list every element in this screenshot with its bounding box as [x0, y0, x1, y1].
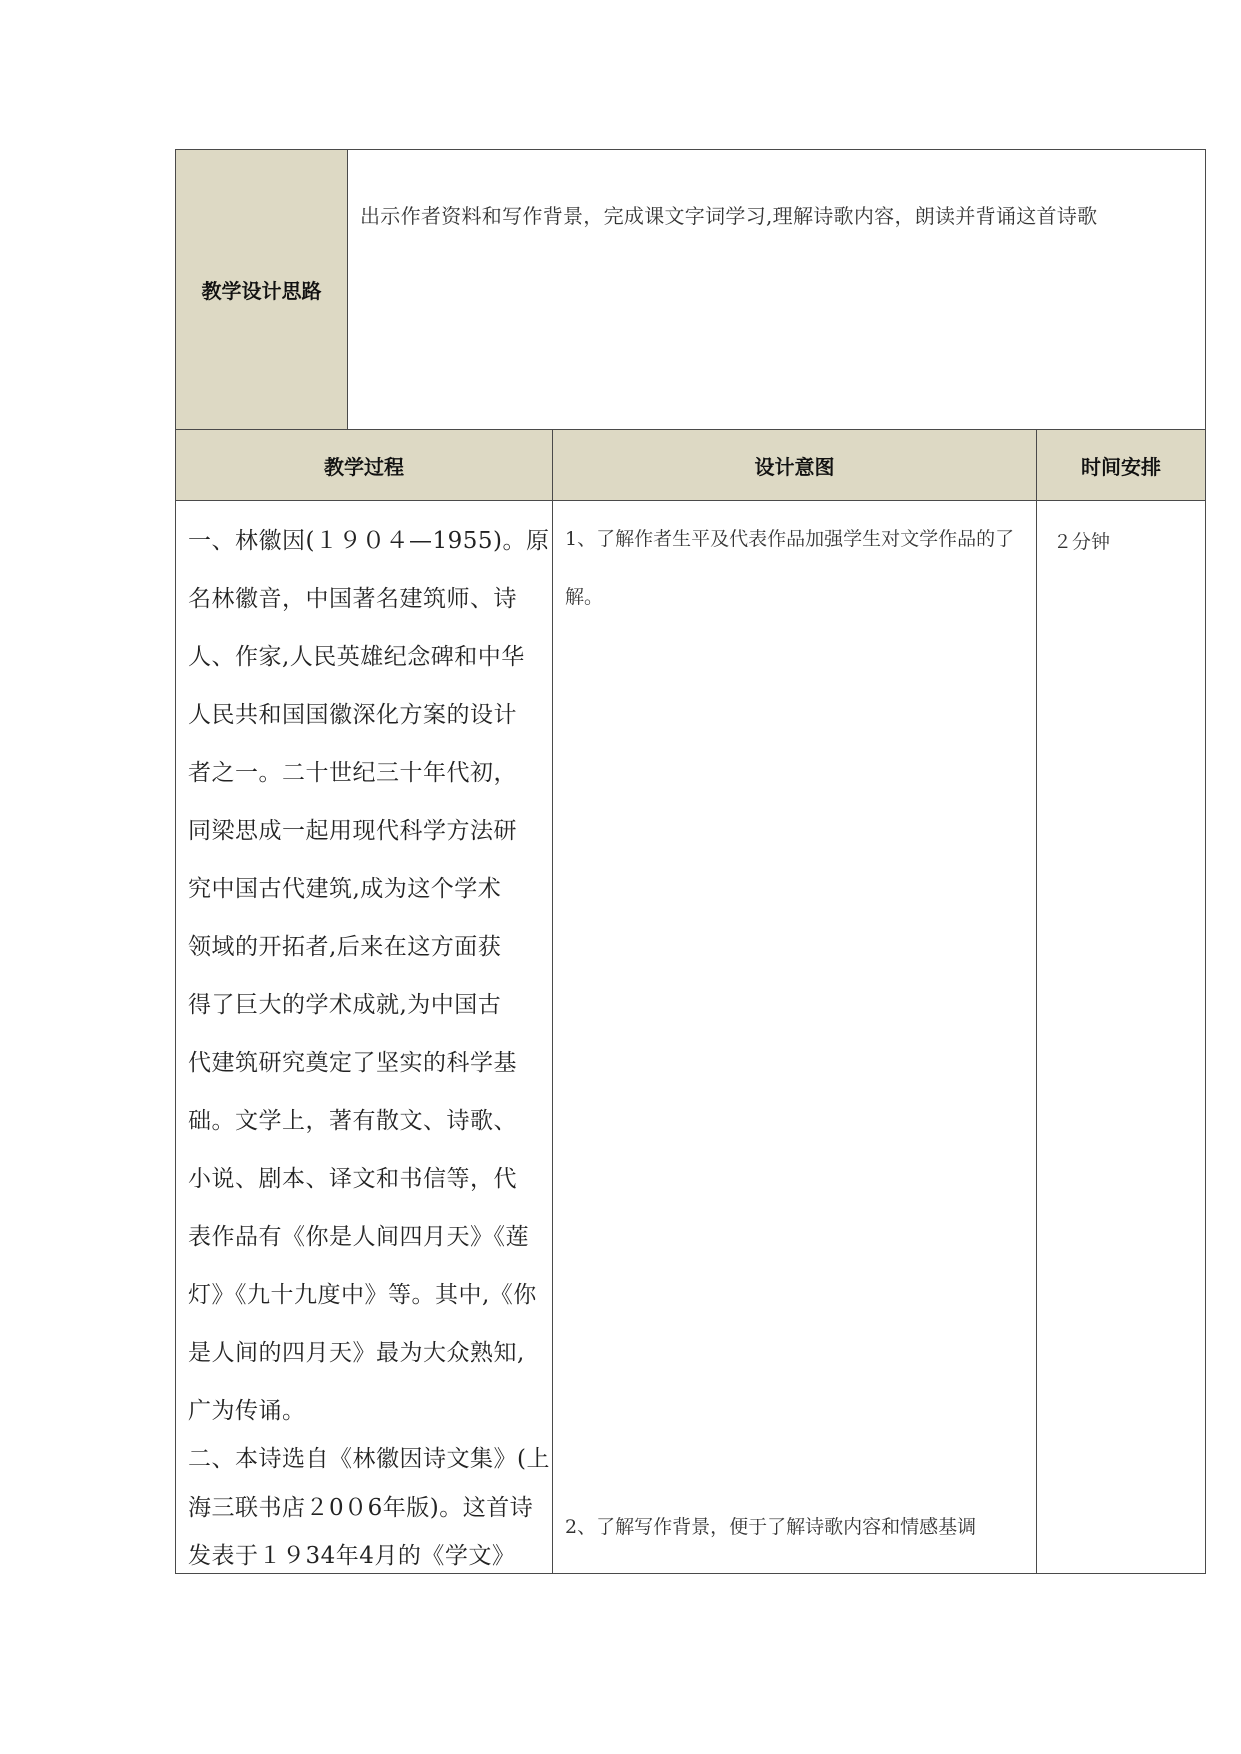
col-divider-2	[1036, 429, 1037, 1574]
process-line: 代建筑研究奠定了坚实的科学基	[188, 1050, 517, 1076]
design-divider	[347, 149, 348, 430]
time-value: ２分钟	[1053, 531, 1111, 553]
process-line: 领域的开拓者,后来在这方面获	[188, 934, 502, 960]
process-line: 二、本诗选自《林徽因诗文集》(上	[188, 1446, 550, 1472]
design-idea-label: 教学设计思路	[201, 279, 322, 303]
design-idea-content: 出示作者资料和写作背景，完成课文字词学习,理解诗歌内容，朗读并背诵这首诗歌	[360, 204, 1098, 228]
process-line: 表作品有《你是人间四月天》《莲	[188, 1224, 529, 1250]
process-line: 人民共和国国徽深化方案的设计	[188, 702, 517, 728]
col-divider-1	[552, 429, 553, 1574]
table-border-row2	[175, 500, 1206, 501]
process-line: 灯》《九十九度中》等。其中,《你	[188, 1282, 537, 1308]
process-line: 一、林徽因(１９０４—1955)。原	[188, 528, 550, 554]
process-line: 是人间的四月天》最为大众熟知,	[188, 1340, 525, 1366]
header-intent: 设计意图	[754, 454, 835, 479]
table-border-bottom	[175, 1573, 1206, 1574]
process-line: 人、作家,人民英雄纪念碑和中华	[188, 644, 525, 670]
table-border-right	[1205, 149, 1206, 1574]
header-time: 时间安排	[1081, 454, 1161, 479]
process-line: 名林徽音，中国著名建筑师、诗	[188, 586, 517, 612]
process-line: 发表于１９34年4月的《学文》	[188, 1543, 516, 1569]
process-line: 究中国古代建筑,成为这个学术	[188, 876, 502, 902]
process-line: 者之一。二十世纪三十年代初，	[188, 760, 517, 786]
intent-item-1: 1、了解作者生平及代表作品加强学生对文学作品的了解。	[565, 528, 1015, 608]
process-line: 础。文学上，著有散文、诗歌、	[188, 1108, 517, 1134]
process-line: 同梁思成一起用现代科学方法研	[188, 818, 517, 844]
process-line: 得了巨大的学术成就,为中国古	[188, 992, 502, 1018]
process-line: 广为传诵。	[188, 1398, 306, 1424]
header-process: 教学过程	[324, 454, 404, 479]
intent-item-2: 2、了解写作背景，便于了解诗歌内容和情感基调	[565, 1516, 977, 1538]
process-line: 小说、剧本、译文和书信等，代	[188, 1166, 517, 1192]
process-line: 海三联书店２0０6年版)。这首诗	[188, 1495, 534, 1521]
